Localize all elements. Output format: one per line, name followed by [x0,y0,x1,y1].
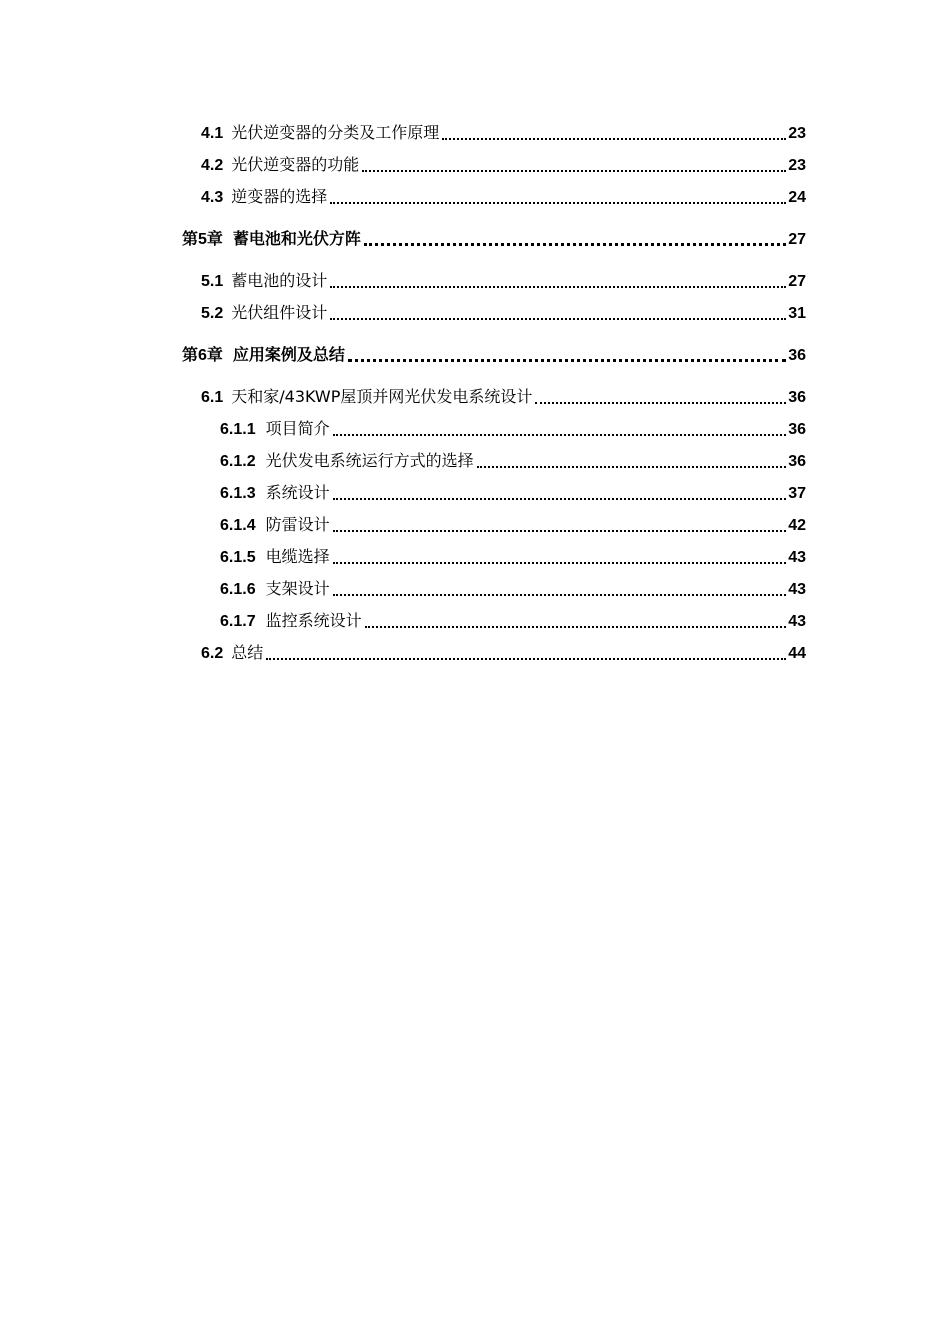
toc-subentry[interactable] [220,577,806,601]
toc-entry-title: 逆变器的选择 [231,187,328,206]
toc-subentry[interactable] [220,417,806,441]
toc-entry[interactable] [201,269,806,293]
toc-entry[interactable] [201,121,806,145]
toc-entry-number: 6.1.6 [220,581,256,598]
toc-entry-number: 6.1.4 [220,517,256,534]
toc-entry[interactable] [201,641,806,665]
toc-chapter-entry[interactable] [182,343,806,367]
toc-entry-page: 36 [788,389,806,406]
toc-entry-page: 27 [788,231,806,248]
toc-dot-leader [333,562,787,564]
toc-entry-page: 27 [788,273,806,290]
toc-entry-title: 支架设计 [265,579,330,598]
toc-dot-leader [330,286,786,288]
toc-entry-page: 36 [788,421,806,438]
toc-subentry[interactable] [220,545,806,569]
toc-entry-number: 6.1.3 [220,485,256,502]
toc-dot-leader [330,202,786,204]
toc-entry-title: 电缆选择 [265,547,330,566]
toc-entry-title: 监控系统设计 [265,611,362,630]
toc-entry-number: 6.1.1 [220,421,256,438]
toc-dot-leader [364,243,786,246]
toc-dot-leader [333,594,787,596]
toc-entry-page: 43 [788,549,806,566]
toc-chapter-title: 应用案例及总结 [232,345,345,364]
toc-chapter-number: 第5章 [182,231,223,248]
toc-chapter-number: 第6章 [182,347,223,364]
toc-entry-title: 光伏组件设计 [231,303,328,322]
toc-entry-page: 24 [788,189,806,206]
toc-entry[interactable] [201,153,806,177]
toc-entry-title: 总结 [231,643,264,662]
toc-entry-number: 6.1.2 [220,453,256,470]
toc-entry-number: 6.1.7 [220,613,256,630]
toc-entry-title: 光伏逆变器的分类及工作原理 [231,123,440,142]
toc-entry-title: 防雷设计 [265,515,330,534]
toc-entry-page: 43 [788,613,806,630]
toc-dot-leader [266,658,786,660]
toc-dot-leader [333,434,787,436]
toc-entry-number: 4.1 [201,125,224,142]
toc-dot-leader [535,402,786,404]
toc-subentry[interactable] [220,481,806,505]
toc-chapter-title: 蓄电池和光伏方阵 [232,229,361,248]
toc-dot-leader [330,318,786,320]
toc-entry-page: 23 [788,157,806,174]
toc-dot-leader [365,626,787,628]
toc-dot-leader [348,359,786,362]
toc-entry-page: 31 [788,305,806,322]
toc-entry-title: 系统设计 [265,483,330,502]
toc-entry-number: 4.3 [201,189,224,206]
toc-entry[interactable] [201,385,806,409]
toc-entry-page: 23 [788,125,806,142]
toc-entry-page: 37 [788,485,806,502]
toc-subentry[interactable] [220,513,806,537]
toc-entry[interactable] [201,301,806,325]
toc-entry-page: 36 [788,347,806,364]
toc-subentry[interactable] [220,609,806,633]
toc-dot-leader [333,498,787,500]
toc-dot-leader [333,530,787,532]
toc-entry-title: 光伏发电系统运行方式的选择 [265,451,474,470]
toc-entry-title: 蓄电池的设计 [231,271,328,290]
toc-dot-leader [477,466,787,468]
toc-entry[interactable] [201,185,806,209]
toc-entry-number: 6.1.5 [220,549,256,566]
toc-subentry[interactable] [220,449,806,473]
toc-entry-number: 5.1 [201,273,224,290]
toc-entry-number: 5.2 [201,305,224,322]
toc-entry-page: 43 [788,581,806,598]
toc-entry-title: 天和家/43KWP屋顶并网光伏发电系统设计 [231,387,533,406]
toc-entry-page: 36 [788,453,806,470]
toc-dot-leader [362,170,786,172]
toc-entry-page: 42 [788,517,806,534]
toc-dot-leader [442,138,786,140]
toc-entry-title: 光伏逆变器的功能 [231,155,360,174]
toc-chapter-entry[interactable] [182,227,806,251]
toc-entry-number: 6.2 [201,645,224,662]
toc-entry-number: 6.1 [201,389,224,406]
toc-entry-page: 44 [788,645,806,662]
toc-entry-number: 4.2 [201,157,224,174]
toc-entry-title: 项目简介 [265,419,330,438]
